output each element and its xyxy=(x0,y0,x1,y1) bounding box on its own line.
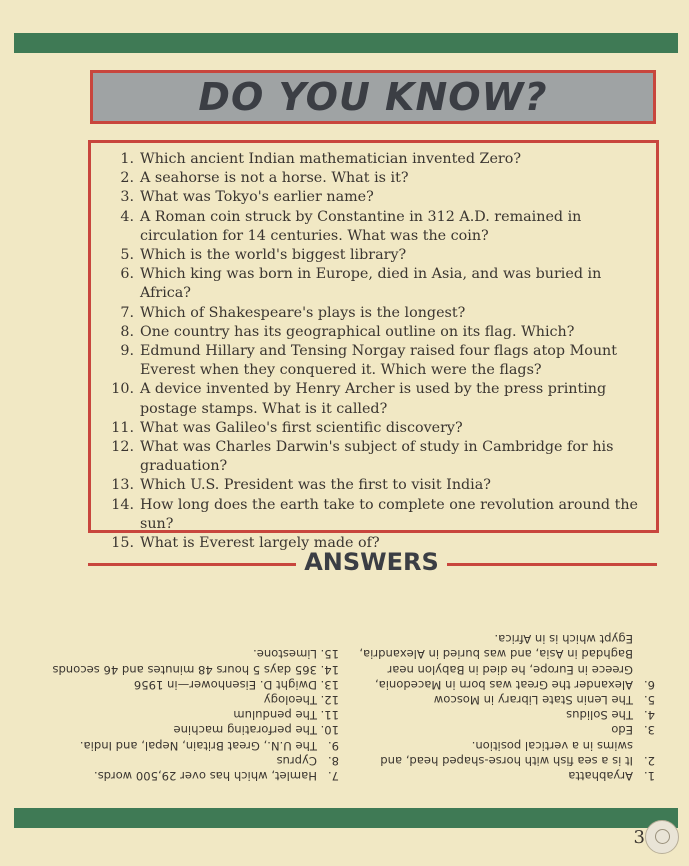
question-number: 10. xyxy=(111,381,134,398)
answer-number: 7. xyxy=(327,769,339,783)
question-number: 6. xyxy=(120,266,134,283)
answer-item xyxy=(19,753,339,768)
answer-text: The pendulum xyxy=(233,708,317,723)
question-number: 2. xyxy=(120,170,134,187)
question-number: 8. xyxy=(120,323,134,340)
answer-text: Limestone. xyxy=(253,647,317,662)
question-item xyxy=(100,476,640,495)
answer-text: Hamlet, which has over 29,500 words. xyxy=(93,769,317,783)
question-number: 9. xyxy=(120,343,134,360)
answer-text: The Lenin State Library in Moscow xyxy=(433,692,633,707)
answers-column-left xyxy=(345,631,655,783)
answer-item xyxy=(345,692,655,707)
answer-text: Cyprus xyxy=(276,753,317,768)
answer-item xyxy=(345,722,655,737)
question-item xyxy=(100,380,640,418)
question-item xyxy=(100,438,640,476)
answer-item xyxy=(19,707,339,722)
answer-number: 2. xyxy=(643,753,655,768)
question-item xyxy=(100,150,640,169)
question-text: Which is the world's biggest library? xyxy=(140,247,407,264)
question-item xyxy=(100,188,640,207)
answer-number: 6. xyxy=(643,677,655,692)
answer-item xyxy=(19,661,339,676)
questions-list xyxy=(100,150,640,553)
question-item xyxy=(100,323,640,342)
question-number: 15. xyxy=(111,535,134,552)
question-item xyxy=(100,169,640,188)
page-title: DO YOU KNOW? xyxy=(198,75,548,119)
answer-item xyxy=(19,768,339,783)
bottom-green-bar xyxy=(14,808,678,828)
question-item xyxy=(100,265,640,303)
answer-item xyxy=(345,737,655,767)
answer-number: 15. xyxy=(320,647,339,662)
question-text: One country has its geographical outline on its flag. Which? xyxy=(140,323,575,340)
answer-item xyxy=(345,631,655,692)
answer-number: 13. xyxy=(320,677,339,692)
question-item xyxy=(100,246,640,265)
question-text: What was Charles Darwin's subject of study in Cambridge for his graduation? xyxy=(140,439,614,475)
library-stamp-icon xyxy=(645,820,679,854)
question-number: 13. xyxy=(111,477,134,494)
question-number: 3. xyxy=(120,189,134,206)
answers-heading: ANSWERS xyxy=(304,548,439,576)
question-number: 5. xyxy=(120,247,134,264)
question-text: A Roman coin struck by Constantine in 312 A.D. remained in circulation for 14 centuries. What was the coin? xyxy=(140,208,582,244)
question-text: Edmund Hillary and Tensing Norgay raised four flags atop Mount Everest when they conquered it. Which were the flags? xyxy=(140,343,617,379)
answer-number: 1. xyxy=(643,769,655,783)
question-number: 1. xyxy=(120,151,134,167)
answer-text: Alexander the Great was born in Macedonia, Greece in Europe, he died in Babylon near Baghdad in Asia, and was buried in Alexandria, Egypt which is in Africa. xyxy=(359,632,633,692)
answer-text: The U.N., Great Britain, Nepal, and India. xyxy=(79,738,317,753)
question-item xyxy=(100,496,640,534)
page-number: 3 xyxy=(633,827,645,848)
question-number: 12. xyxy=(111,439,134,456)
question-text: What was Tokyo's earlier name? xyxy=(140,189,374,206)
answer-number: 14. xyxy=(320,662,339,677)
answer-number: 3. xyxy=(643,723,655,738)
answers-column-right xyxy=(19,646,339,783)
question-item xyxy=(100,342,640,380)
question-text: What is Everest largely made of? xyxy=(140,535,380,552)
answer-number: 9. xyxy=(327,738,339,753)
answer-item xyxy=(19,692,339,707)
answers-rule-right xyxy=(447,563,657,566)
answer-item xyxy=(19,677,339,692)
answers-rule-left xyxy=(88,563,296,566)
question-text: A device invented by Henry Archer is used by the press printing postage stamps. What is it called? xyxy=(140,381,607,417)
question-text: What was Galileo's first scientific discovery? xyxy=(140,419,463,436)
question-number: 4. xyxy=(120,208,134,225)
answer-number: 5. xyxy=(643,692,655,707)
question-text: Which ancient Indian mathematician invented Zero? xyxy=(140,151,522,167)
question-number: 14. xyxy=(111,496,134,513)
question-text: A seahorse is not a horse. What is it? xyxy=(140,170,409,187)
answer-text: The perforating machine xyxy=(173,723,317,738)
question-item xyxy=(100,419,640,438)
answer-number: 8. xyxy=(327,753,339,768)
answer-number: 11. xyxy=(320,708,339,723)
answer-item xyxy=(19,737,339,752)
answer-item xyxy=(19,722,339,737)
title-banner xyxy=(90,70,656,124)
answer-number: 12. xyxy=(320,692,339,707)
question-text: Which U.S. President was the first to visit India? xyxy=(140,477,491,494)
question-item xyxy=(100,208,640,246)
question-text: How long does the earth take to complete one revolution around the sun? xyxy=(140,496,639,532)
answer-number: 4. xyxy=(643,708,655,723)
answer-text: Aryabhatta xyxy=(568,769,633,783)
question-text: Which of Shakespeare's plays is the longest? xyxy=(140,304,466,321)
question-number: 11. xyxy=(111,419,134,436)
answer-item xyxy=(345,707,655,722)
answer-number: 10. xyxy=(320,723,339,738)
question-number: 7. xyxy=(120,304,134,321)
question-text: Which king was born in Europe, died in Asia, and was buried in Africa? xyxy=(140,266,602,302)
answer-text: Edo xyxy=(611,723,633,738)
answer-text: The Solidus xyxy=(566,708,633,723)
answer-text: 365 days 5 hours 48 minutes and 46 seconds xyxy=(52,662,317,677)
answer-item xyxy=(19,646,339,661)
upside-down-answers xyxy=(0,583,689,788)
answer-text: It is a sea fish with horse-shaped head, and swims in a vertical position. xyxy=(380,738,633,768)
answer-text: Dwight D. Eisenhower—in 1956 xyxy=(133,677,317,692)
question-item xyxy=(100,304,640,323)
answer-text: Theology xyxy=(263,692,317,707)
top-green-bar xyxy=(14,33,678,53)
answer-item xyxy=(345,768,655,783)
